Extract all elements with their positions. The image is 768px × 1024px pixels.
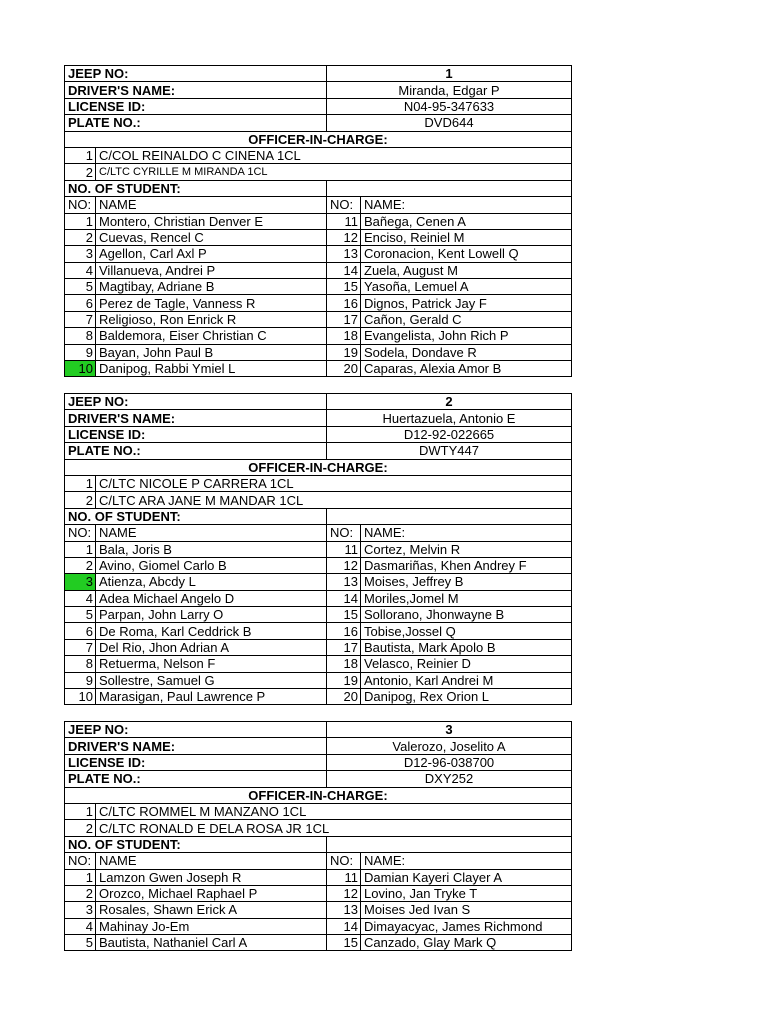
officer-row xyxy=(65,164,572,180)
license-row xyxy=(65,754,572,770)
student-name: Agellon, Carl Axl P xyxy=(96,246,327,262)
officer-no: 1 xyxy=(65,147,96,163)
student-no: 13 xyxy=(327,902,361,918)
license-row xyxy=(65,98,572,114)
student-no: 14 xyxy=(327,590,361,606)
col-header-name: NAME xyxy=(96,853,327,869)
table-row xyxy=(65,935,572,951)
student-name: Avino, Giomel Carlo B xyxy=(96,557,327,573)
student-no: 5 xyxy=(65,607,96,623)
student-no: 14 xyxy=(327,918,361,934)
table-row xyxy=(65,344,572,360)
student-no: 15 xyxy=(327,607,361,623)
jeep-no-row xyxy=(65,394,572,410)
student-name: Lovino, Jan Tryke T xyxy=(361,885,572,901)
student-no: 12 xyxy=(327,229,361,245)
student-name: Canzado, Glay Mark Q xyxy=(361,935,572,951)
student-name: Baldemora, Eiser Christian C xyxy=(96,328,327,344)
no-of-student-value xyxy=(327,508,572,524)
student-no: 16 xyxy=(327,295,361,311)
student-name: Rosales, Shawn Erick A xyxy=(96,902,327,918)
jeep-no-row xyxy=(65,66,572,82)
student-no: 9 xyxy=(65,672,96,688)
officer-in-charge-header: OFFICER-IN-CHARGE: xyxy=(65,131,572,147)
student-name: Adea Michael Angelo D xyxy=(96,590,327,606)
officer-in-charge-header: OFFICER-IN-CHARGE: xyxy=(65,459,572,475)
license-row xyxy=(65,426,572,442)
jeep-no-label: JEEP NO: xyxy=(65,394,327,410)
no-of-student-label: NO. OF STUDENT: xyxy=(65,180,327,196)
student-name: Cortez, Melvin R xyxy=(361,541,572,557)
table-row xyxy=(65,656,572,672)
student-name: Danipog, Rabbi Ymiel L xyxy=(96,361,327,377)
student-name: Cuevas, Rencel C xyxy=(96,229,327,245)
student-no: 13 xyxy=(327,246,361,262)
license-label: LICENSE ID: xyxy=(65,754,327,770)
student-no: 8 xyxy=(65,328,96,344)
driver-label: DRIVER'S NAME: xyxy=(65,82,327,98)
student-no: 15 xyxy=(327,935,361,951)
student-no: 7 xyxy=(65,639,96,655)
table-row xyxy=(65,295,572,311)
student-name: Parpan, John Larry O xyxy=(96,607,327,623)
student-no: 2 xyxy=(65,229,96,245)
jeep-no-value: 1 xyxy=(327,66,572,82)
student-no: 10 xyxy=(65,689,96,705)
student-name: Montero, Christian Denver E xyxy=(96,213,327,229)
col-header-name: NAME: xyxy=(361,197,572,213)
student-name: Atienza, Abcdy L xyxy=(96,574,327,590)
table-row xyxy=(65,902,572,918)
student-name: Retuerma, Nelson F xyxy=(96,656,327,672)
student-name: De Roma, Karl Ceddrick B xyxy=(96,623,327,639)
jeep-1-section xyxy=(64,65,572,377)
student-no: 11 xyxy=(327,541,361,557)
officer-in-charge-header: OFFICER-IN-CHARGE: xyxy=(65,787,572,803)
table-row xyxy=(65,574,572,590)
no-of-student-label: NO. OF STUDENT: xyxy=(65,836,327,852)
table-row xyxy=(65,328,572,344)
student-name: Bayan, John Paul B xyxy=(96,344,327,360)
student-no: 12 xyxy=(327,557,361,573)
student-no: 5 xyxy=(65,279,96,295)
student-name: Sollorano, Jhonwayne B xyxy=(361,607,572,623)
student-name: Dignos, Patrick Jay F xyxy=(361,295,572,311)
officer-name: C/LTC ROMMEL M MANZANO 1CL xyxy=(96,803,572,819)
student-header-row xyxy=(65,525,572,541)
table-row xyxy=(65,262,572,278)
student-no: 18 xyxy=(327,656,361,672)
driver-value: Huertazuela, Antonio E xyxy=(327,410,572,426)
officer-header-row xyxy=(65,459,572,475)
student-name: Bala, Joris B xyxy=(96,541,327,557)
officer-no: 1 xyxy=(65,803,96,819)
student-name: Antonio, Karl Andrei M xyxy=(361,672,572,688)
student-no: 16 xyxy=(327,623,361,639)
student-no: 3 xyxy=(65,902,96,918)
table-row xyxy=(65,869,572,885)
student-count-row xyxy=(65,836,572,852)
jeep-2-section xyxy=(64,393,572,705)
plate-label: PLATE NO.: xyxy=(65,443,327,459)
student-name: Dimayacyac, James Richmond xyxy=(361,918,572,934)
student-no: 11 xyxy=(327,869,361,885)
officer-row xyxy=(65,492,572,508)
student-name: Sodela, Dondave R xyxy=(361,344,572,360)
license-label: LICENSE ID: xyxy=(65,426,327,442)
student-no: 20 xyxy=(327,361,361,377)
student-no-highlighted: 10 xyxy=(65,361,96,377)
table-row xyxy=(65,623,572,639)
student-no: 11 xyxy=(327,213,361,229)
student-no: 12 xyxy=(327,885,361,901)
student-no: 8 xyxy=(65,656,96,672)
table-row xyxy=(65,607,572,623)
student-no: 19 xyxy=(327,344,361,360)
license-label: LICENSE ID: xyxy=(65,98,327,114)
officer-name: C/LTC NICOLE P CARRERA 1CL xyxy=(96,475,572,491)
officer-row xyxy=(65,475,572,491)
student-no: 4 xyxy=(65,918,96,934)
driver-value: Miranda, Edgar P xyxy=(327,82,572,98)
student-name: Moises, Jeffrey B xyxy=(361,574,572,590)
student-name: Orozco, Michael Raphael P xyxy=(96,885,327,901)
driver-row xyxy=(65,410,572,426)
officer-no: 1 xyxy=(65,475,96,491)
officer-row xyxy=(65,803,572,819)
plate-label: PLATE NO.: xyxy=(65,771,327,787)
col-header-name: NAME: xyxy=(361,853,572,869)
no-of-student-label: NO. OF STUDENT: xyxy=(65,508,327,524)
officer-header-row xyxy=(65,131,572,147)
officer-name: C/LTC ARA JANE M MANDAR 1CL xyxy=(96,492,572,508)
plate-value: DVD644 xyxy=(327,115,572,131)
jeep-no-value: 2 xyxy=(327,394,572,410)
jeep-2-table xyxy=(64,393,572,705)
student-header-row xyxy=(65,197,572,213)
license-value: N04-95-347633 xyxy=(327,98,572,114)
student-name: Velasco, Reinier D xyxy=(361,656,572,672)
student-no: 1 xyxy=(65,541,96,557)
officer-no: 2 xyxy=(65,164,96,180)
student-name: Moises Jed Ivan S xyxy=(361,902,572,918)
table-row xyxy=(65,541,572,557)
officer-no: 2 xyxy=(65,492,96,508)
table-row xyxy=(65,361,572,377)
student-no: 5 xyxy=(65,935,96,951)
student-name: Bautista, Nathaniel Carl A xyxy=(96,935,327,951)
col-header-no: NO: xyxy=(65,525,96,541)
student-no: 3 xyxy=(65,246,96,262)
jeep-no-label: JEEP NO: xyxy=(65,722,327,738)
officer-header-row xyxy=(65,787,572,803)
student-name: Lamzon Gwen Joseph R xyxy=(96,869,327,885)
student-no: 4 xyxy=(65,590,96,606)
student-name: Marasigan, Paul Lawrence P xyxy=(96,689,327,705)
student-no: 18 xyxy=(327,328,361,344)
student-name: Moriles,Jomel M xyxy=(361,590,572,606)
student-name: Villanueva, Andrei P xyxy=(96,262,327,278)
plate-row xyxy=(65,115,572,131)
plate-row xyxy=(65,771,572,787)
table-row xyxy=(65,590,572,606)
jeep-1-table xyxy=(64,65,572,377)
table-row xyxy=(65,246,572,262)
jeep-no-row xyxy=(65,722,572,738)
table-row xyxy=(65,557,572,573)
student-name: Damian Kayeri Clayer A xyxy=(361,869,572,885)
officer-row xyxy=(65,147,572,163)
jeep-3-table xyxy=(64,721,572,951)
plate-row xyxy=(65,443,572,459)
col-header-name: NAME xyxy=(96,197,327,213)
table-row xyxy=(65,918,572,934)
student-no: 7 xyxy=(65,311,96,327)
student-no: 13 xyxy=(327,574,361,590)
student-no: 2 xyxy=(65,557,96,573)
driver-label: DRIVER'S NAME: xyxy=(65,410,327,426)
no-of-student-value xyxy=(327,836,572,852)
student-name: Del Rio, Jhon Adrian A xyxy=(96,639,327,655)
plate-value: DWTY447 xyxy=(327,443,572,459)
student-name: Enciso, Reiniel M xyxy=(361,229,572,245)
col-header-no: NO: xyxy=(65,197,96,213)
officer-name: C/LTC CYRILLE M MIRANDA 1CL xyxy=(96,164,572,180)
plate-value: DXY252 xyxy=(327,771,572,787)
student-no: 9 xyxy=(65,344,96,360)
student-name: Mahinay Jo-Em xyxy=(96,918,327,934)
driver-label: DRIVER'S NAME: xyxy=(65,738,327,754)
driver-value: Valerozo, Joselito A xyxy=(327,738,572,754)
student-name: Cañon, Gerald C xyxy=(361,311,572,327)
officer-name: C/COL REINALDO C CINENA 1CL xyxy=(96,147,572,163)
student-no: 6 xyxy=(65,623,96,639)
student-name: Bautista, Mark Apolo B xyxy=(361,639,572,655)
student-no: 2 xyxy=(65,885,96,901)
table-row xyxy=(65,689,572,705)
student-no: 14 xyxy=(327,262,361,278)
student-name: Religioso, Ron Enrick R xyxy=(96,311,327,327)
col-header-name: NAME: xyxy=(361,525,572,541)
student-name: Dasmariñas, Khen Andrey F xyxy=(361,557,572,573)
student-name: Caparas, Alexia Amor B xyxy=(361,361,572,377)
table-row xyxy=(65,229,572,245)
jeep-no-label: JEEP NO: xyxy=(65,66,327,82)
table-row xyxy=(65,672,572,688)
table-row xyxy=(65,885,572,901)
driver-row xyxy=(65,82,572,98)
col-header-no: NO: xyxy=(327,853,361,869)
jeep-no-value: 3 xyxy=(327,722,572,738)
jeep-3-section xyxy=(64,721,572,951)
student-no: 17 xyxy=(327,311,361,327)
officer-row xyxy=(65,820,572,836)
student-no: 17 xyxy=(327,639,361,655)
student-name: Sollestre, Samuel G xyxy=(96,672,327,688)
student-no: 19 xyxy=(327,672,361,688)
student-no-highlighted: 3 xyxy=(65,574,96,590)
student-no: 1 xyxy=(65,213,96,229)
student-count-row xyxy=(65,508,572,524)
plate-label: PLATE NO.: xyxy=(65,115,327,131)
officer-name: C/LTC RONALD E DELA ROSA JR 1CL xyxy=(96,820,572,836)
student-no: 4 xyxy=(65,262,96,278)
student-name: Perez de Tagle, Vanness R xyxy=(96,295,327,311)
student-name: Yasoña, Lemuel A xyxy=(361,279,572,295)
student-no: 1 xyxy=(65,869,96,885)
student-name: Coronacion, Kent Lowell Q xyxy=(361,246,572,262)
student-no: 6 xyxy=(65,295,96,311)
student-name: Danipog, Rex Orion L xyxy=(361,689,572,705)
col-header-no: NO: xyxy=(327,197,361,213)
table-row xyxy=(65,311,572,327)
student-no: 20 xyxy=(327,689,361,705)
student-name: Tobise,Jossel Q xyxy=(361,623,572,639)
col-header-no: NO: xyxy=(65,853,96,869)
student-name: Zuela, August M xyxy=(361,262,572,278)
student-name: Bañega, Cenen A xyxy=(361,213,572,229)
table-row xyxy=(65,213,572,229)
license-value: D12-92-022665 xyxy=(327,426,572,442)
no-of-student-value xyxy=(327,180,572,196)
col-header-no: NO: xyxy=(327,525,361,541)
officer-no: 2 xyxy=(65,820,96,836)
table-row xyxy=(65,639,572,655)
table-row xyxy=(65,279,572,295)
student-header-row xyxy=(65,853,572,869)
col-header-name: NAME xyxy=(96,525,327,541)
license-value: D12-96-038700 xyxy=(327,754,572,770)
student-no: 15 xyxy=(327,279,361,295)
student-count-row xyxy=(65,180,572,196)
student-name: Evangelista, John Rich P xyxy=(361,328,572,344)
driver-row xyxy=(65,738,572,754)
student-name: Magtibay, Adriane B xyxy=(96,279,327,295)
